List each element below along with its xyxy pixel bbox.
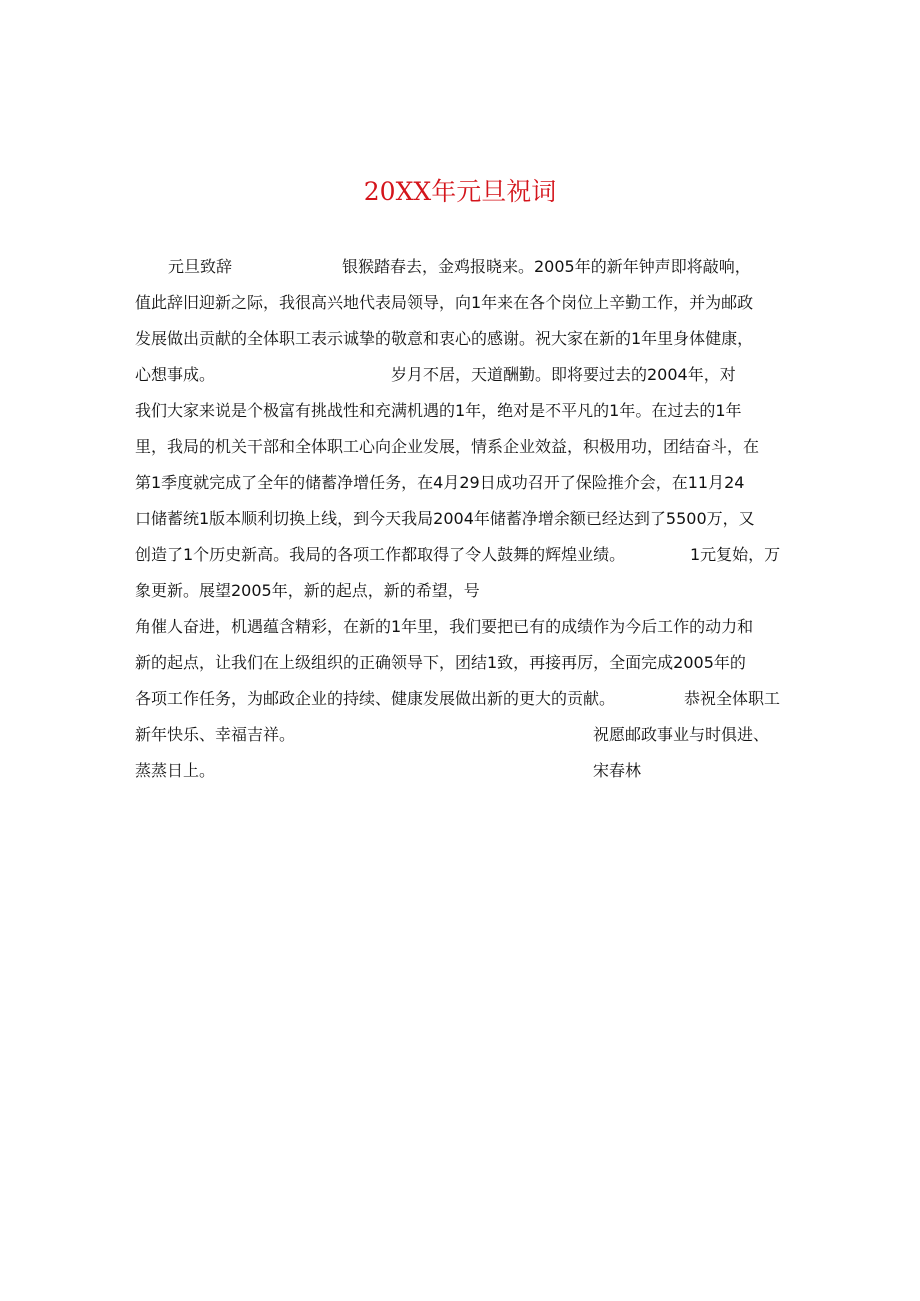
- signature: 宋春林: [593, 761, 642, 780]
- body-line: [135, 722, 790, 748]
- body-line: [135, 362, 790, 388]
- text-segment: 象更新。展望2005年，新的起点，新的希望，号: [135, 581, 480, 600]
- text-segment: 我们大家来说是个极富有挑战性和充满机遇的1年，绝对是不平凡的1年。在过去的1年: [135, 401, 742, 420]
- body-line: [135, 434, 790, 460]
- text-segment: 创造了1个历史新高。我局的各项工作都取得了令人鼓舞的辉煌业绩。: [135, 545, 626, 564]
- body-line: [135, 614, 790, 640]
- body-line: [135, 290, 790, 316]
- text-segment: 1元复始，万: [690, 545, 781, 564]
- text-segment: 各项工作任务，为邮政企业的持续、健康发展做出新的更大的贡献。: [135, 689, 616, 708]
- text-segment: 蒸蒸日上。: [135, 761, 216, 780]
- text-segment: 元旦致辞: [168, 257, 233, 276]
- text-segment: 角催人奋进，机遇蕴含精彩，在新的1年里，我们要把已有的成绩作为今后工作的动力和: [135, 617, 754, 636]
- body-line: [135, 686, 790, 712]
- body-line: [135, 650, 790, 676]
- text-segment: 恭祝全体职工: [684, 689, 781, 708]
- body-line: [135, 506, 790, 532]
- document-title: 20XX年元旦祝词: [363, 177, 557, 206]
- text-segment: 心想事成。: [135, 365, 216, 384]
- body-line: [135, 326, 805, 352]
- body-line: [135, 542, 790, 568]
- text-segment: 发展做出贡献的全体职工表示诚挚的敬意和衷心的感谢。祝大家在新的1年里身体健康，: [135, 329, 754, 348]
- body-line: [135, 470, 790, 496]
- text-segment: 里，我局的机关干部和全体职工心向企业发展，情系企业效益，积极用功，团结奋斗，在: [135, 437, 760, 456]
- text-segment: 新年快乐、幸福吉祥。: [135, 725, 296, 744]
- text-segment: 岁月不居，天道酬勤。即将要过去的2004年，对: [391, 365, 736, 384]
- body-line: [135, 254, 790, 280]
- body-line: [135, 758, 790, 784]
- text-segment: 银猴踏春去，金鸡报晓来。2005年的新年钟声即将敲响，: [342, 257, 751, 276]
- text-segment: 第1季度就完成了全年的储蓄净增任务，在4月29日成功召开了保险推介会，在11月24: [135, 473, 745, 492]
- body-line: [135, 578, 790, 604]
- text-segment: 祝愿邮政事业与时俱进、: [593, 725, 770, 744]
- text-segment: 值此辞旧迎新之际，我很高兴地代表局领导，向1年来在各个岗位上辛勤工作，并为邮政: [135, 293, 754, 312]
- text-segment: 新的起点，让我们在上级组织的正确领导下，团结1致，再接再厉，全面完成2005年的: [135, 653, 746, 672]
- text-segment: 口储蓄统1版本顺利切换上线，到今天我局2004年储蓄净增余额已经达到了5500万，又: [135, 509, 755, 528]
- body-line: [135, 398, 790, 424]
